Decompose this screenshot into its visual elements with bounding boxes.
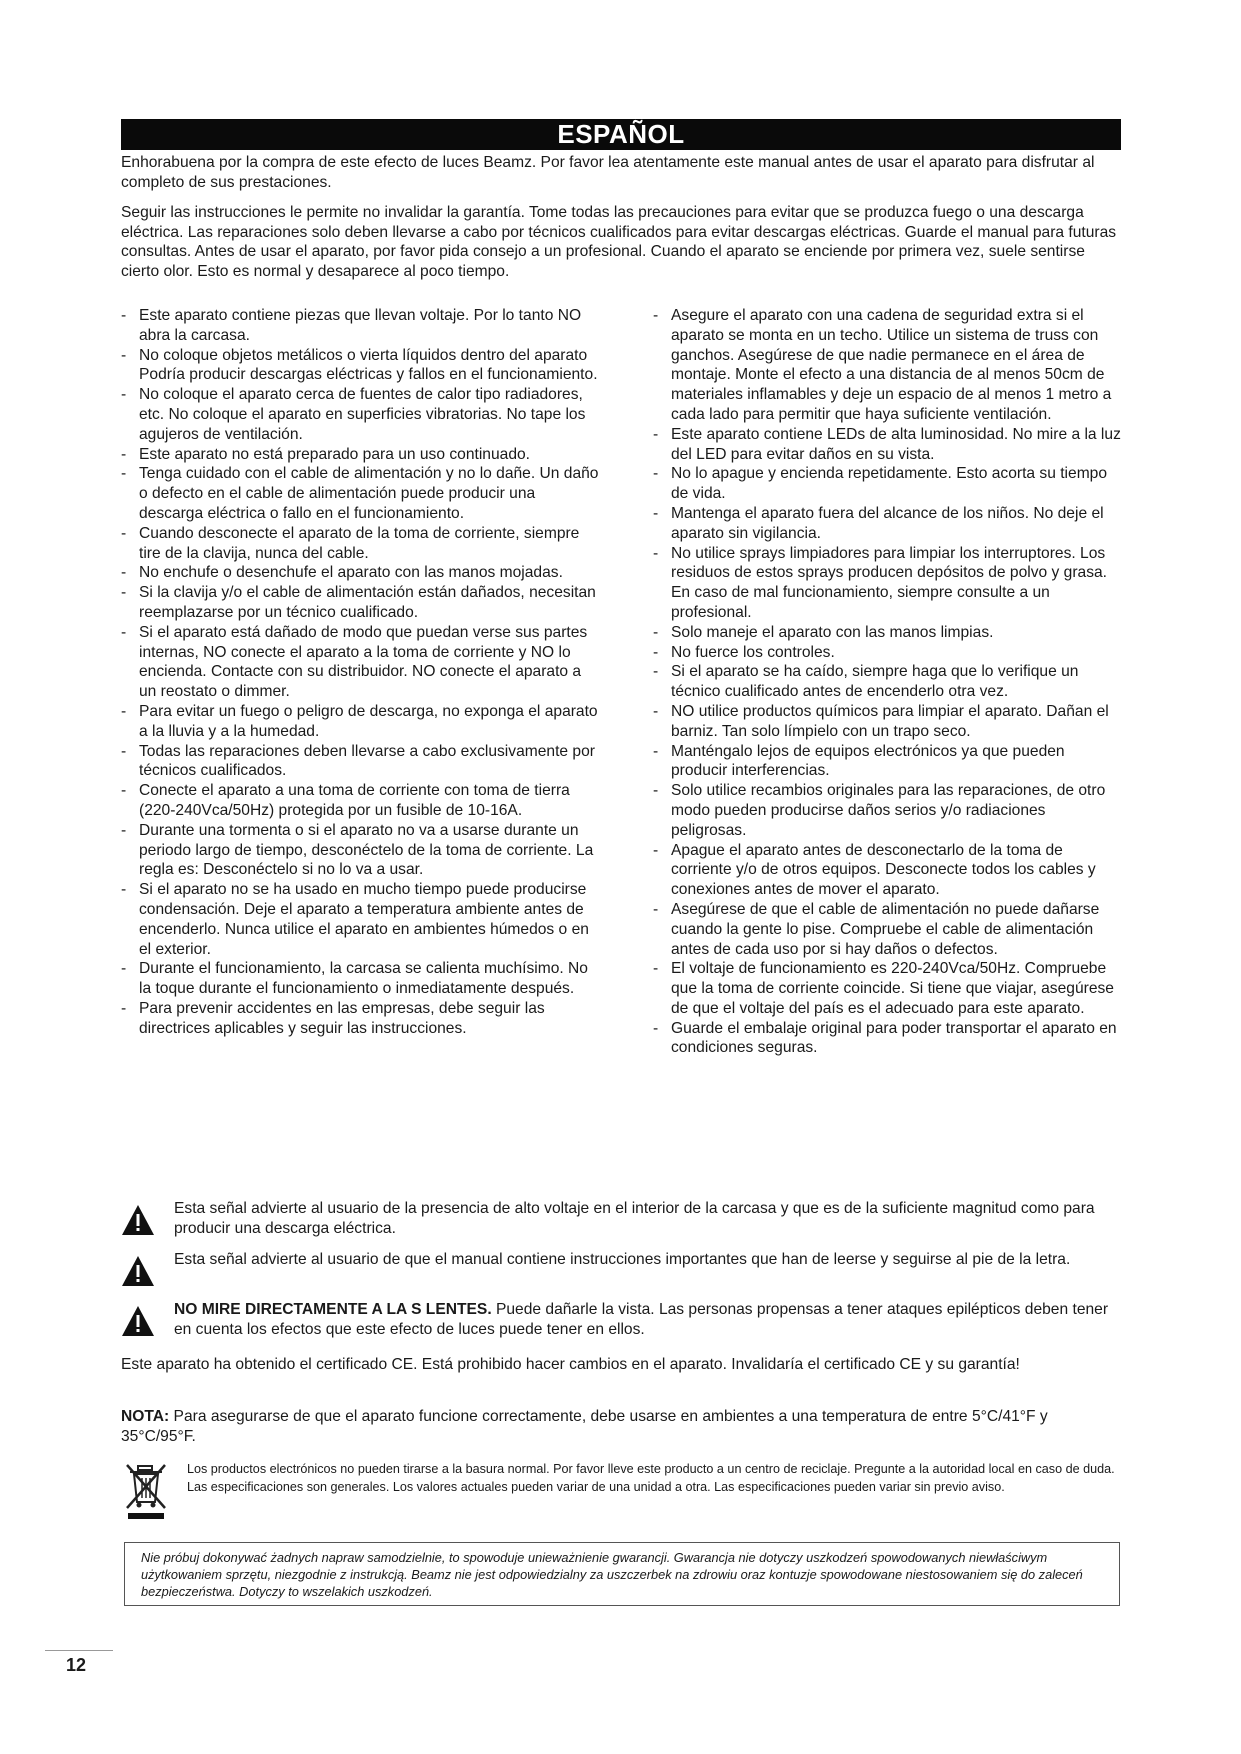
list-item: - Todas las reparaciones deben llevarse a cabo exclusivamente por técnicos cualificados. bbox=[121, 742, 601, 782]
list-item: - No utilice sprays limpiadores para limpiar los interruptores. Los residuos de estos sprays producen depósitos de polvo y grasa. En caso de mal funcionamiento, siempre consulte a un profesional. bbox=[653, 544, 1123, 623]
list-item: - Si el aparato se ha caído, siempre haga que lo verifique un técnico cualificado antes de encenderlo otra vez. bbox=[653, 662, 1123, 702]
list-item: - Asegúrese de que el cable de alimentación no puede dañarse cuando la gente lo pise. Compruebe el cable de alimentación antes de cada uso por si hay daños o defectos. bbox=[653, 900, 1123, 959]
list-item: - NO utilice productos químicos para limpiar el aparato. Dañan el barniz. Tan solo límpielo con un trapo seco. bbox=[653, 702, 1123, 742]
safety-list-right bbox=[653, 306, 1123, 1058]
weee-crossed-bin-icon bbox=[124, 1462, 168, 1520]
list-item: - No fuerce los controles. bbox=[653, 643, 1123, 663]
list-item: - No enchufe o desenchufe el aparato con las manos mojadas. bbox=[121, 563, 601, 583]
list-item: - Cuando desconecte el aparato de la toma de corriente, siempre tire de la clavija, nunca del cable. bbox=[121, 524, 601, 564]
list-item: - Tenga cuidado con el cable de alimentación y no lo dañe. Un daño o defecto en el cable de alimentación puede producir una descarga eléctrica o fallo en el funcionamiento. bbox=[121, 464, 601, 523]
list-item: - Asegure el aparato con una cadena de seguridad extra si el aparato se monta en un techo. Utilice un sistema de truss con ganchos. Asegúrese de que nadie permanece en el área de montaje. Monte el efecto a una distancia de al menos 50cm de materiales inflamables y deje un espacio de al menos 1 metro a cada lado para permitir que haya suficiente ventilación. bbox=[653, 306, 1123, 425]
list-item: - Si la clavija y/o el cable de alimentación están dañados, necesitan reemplazarse por un técnico cualificado. bbox=[121, 583, 601, 623]
list-item: - Guarde el embalaje original para poder transportar el aparato en condiciones seguras. bbox=[653, 1019, 1123, 1059]
list-item: - Solo utilice recambios originales para las reparaciones, de otro modo pueden producirse daños serios y/o radiaciones peligrosas. bbox=[653, 781, 1123, 840]
list-item: - Conecte el aparato a una toma de corriente con toma de tierra (220-240Vca/50Hz) protegida por un fusible de 10-16A. bbox=[121, 781, 601, 821]
intro-paragraph: Enhorabuena por la compra de este efecto de luces Beamz. Por favor lea atentamente este manual antes de usar el aparato para disfrutar al completo de sus prestaciones. bbox=[121, 154, 1095, 191]
temperature-note bbox=[121, 1407, 1121, 1447]
list-item: - El voltaje de funcionamiento es 220-240Vca/50Hz. Compruebe que la toma de corriente coincide. Si tiene que viajar, asegúrese de que el voltaje del país es el adecuado para este aparato. bbox=[653, 959, 1123, 1018]
voltage-warning-text: Esta señal advierte al usuario de la presencia de alto voltaje en el interior de la carcasa y que es de la suficiente magnitud como para producir una descarga eléctrica. bbox=[174, 1200, 1095, 1237]
list-item: - Durante el funcionamiento, la carcasa se calienta muchísimo. No la toque durante el funcionamiento o inmediatamente después. bbox=[121, 959, 601, 999]
warning-triangle-icon bbox=[121, 1203, 155, 1237]
list-item: - Este aparato contiene LEDs de alta luminosidad. No mire a la luz del LED para evitar daños en su vista. bbox=[653, 425, 1123, 465]
list-item: - Si el aparato está dañado de modo que puedan verse sus partes internas, NO conecte el aparato a la toma de corriente y NO lo encienda. Contacte con su distribuidor. NO conecte el aparato a un reostato o dimmer. bbox=[121, 623, 601, 702]
list-item: - Apague el aparato antes de desconectarlo de la toma de corriente y/o de otros equipos. Desconecte todos los cables y conexiones antes de mover el aparato. bbox=[653, 841, 1123, 900]
warning-triangle-icon bbox=[121, 1254, 155, 1288]
list-item: - Para prevenir accidentes en las empresas, debe seguir las directrices aplicables y seguir las instrucciones. bbox=[121, 999, 601, 1039]
warning-triangle-icon bbox=[121, 1304, 155, 1338]
lens-warning-body: Puede dañarle la vista. Las personas propensas a tener ataques epilépticos deben tener en cuenta los efectos que este efecto de luces puede tener en ellos. bbox=[174, 1301, 1109, 1338]
list-item: - Este aparato contiene piezas que llevan voltaje. Por lo tanto NO abra la carcasa. bbox=[121, 306, 601, 346]
note-label: NOTA: bbox=[121, 1408, 170, 1425]
list-item: - No coloque objetos metálicos o vierta líquidos dentro del aparato Podría producir descargas eléctricas y fallos en el funcionamiento. bbox=[121, 346, 601, 386]
lens-warning-bold: NO MIRE DIRECTAMENTE A LA S LENTES. bbox=[174, 1301, 492, 1318]
list-item: - No lo apague y encienda repetidamente. Esto acorta su tiempo de vida. bbox=[653, 464, 1123, 504]
safety-list-left bbox=[121, 306, 601, 1038]
list-item: - Si el aparato no se ha usado en mucho tiempo puede producirse condensación. Deje el aparato a temperatura ambiente antes de encenderlo. Nunca utilice el aparato en ambientes húmedos o en el exterior. bbox=[121, 880, 601, 959]
list-item: - Este aparato no está preparado para un uso continuado. bbox=[121, 445, 601, 465]
manual-warning-text: Esta señal advierte al usuario de que el manual contiene instrucciones importantes que han de leerse y seguirse al pie de la letra. bbox=[174, 1251, 1071, 1268]
page-number: 12 bbox=[66, 1655, 87, 1675]
polish-warranty-box: Nie próbuj dokonywać żadnych napraw samodzielnie, to spowoduje unieważnienie gwarancji. Gwarancja nie dotyczy uszkodzeń spowodowanych niewłaściwym użytkowaniem sprzętu, niezgodnie z instrukcją. Beamz nie jest odpowiedzialny za uszczerbek na zdrowiu oraz kontuzje spowodowane niestosowaniem się do zaleceń bezpieczeństwa. Dotyczy to wszelakich uszkodzeń. bbox=[124, 1542, 1120, 1606]
list-item: - Solo maneje el aparato con las manos limpias. bbox=[653, 623, 1123, 643]
footer-rule bbox=[45, 1650, 113, 1651]
list-item: - Para evitar un fuego o peligro de descarga, no exponga el aparato a la lluvia y a la humedad. bbox=[121, 702, 601, 742]
warranty-paragraph: Seguir las instrucciones le permite no invalidar la garantía. Tome todas las precauciones para evitar que se produzca fuego o una descarga eléctrica. Las reparaciones solo deben llevarse a cabo por técnicos cualificados para evitar descargas eléctricas. Guarde el manual para futuras consultas. Antes de usar el aparato, por favor pida consejo a un profesional. Cuando el aparato se enciende por primera vez, suele sentirse cierto olor. Esto es normal y desaparece al poco tiempo. bbox=[121, 204, 1117, 280]
list-item: - No coloque el aparato cerca de fuentes de calor tipo radiadores, etc. No coloque el aparato en superficies vibratorias. No tape los agujeros de ventilación. bbox=[121, 385, 601, 444]
section-title: ESPAÑOL bbox=[121, 119, 1121, 150]
recycling-notice: Los productos electrónicos no pueden tirarse a la basura normal. Por favor lleve este producto a un centro de reciclaje. Pregunte a la autoridad local en caso de duda. Las especificaciones son generales. Los valores actuales pueden variar de una unidad a otra. Las especificaciones pueden variar sin previo aviso. bbox=[187, 1462, 1115, 1494]
list-item: - Durante una tormenta o si el aparato no va a usarse durante un periodo largo de tiempo, desconéctelo de la toma de corriente. La regla es: Desconéctelo si no lo va a usar. bbox=[121, 821, 601, 880]
note-text: Para asegurarse de que el aparato funcione correctamente, debe usarse en ambientes a una temperatura de entre 5°C/41°F y 35°C/95°F. bbox=[121, 1408, 1048, 1445]
lens-warning-text bbox=[174, 1300, 1121, 1340]
ce-notice: Este aparato ha obtenido el certificado CE. Está prohibido hacer cambios en el aparato. Invalidaría el certificado CE y su garantía! bbox=[121, 1356, 1020, 1373]
list-item: - Mantenga el aparato fuera del alcance de los niños. No deje el aparato sin vigilancia. bbox=[653, 504, 1123, 544]
list-item: - Manténgalo lejos de equipos electrónicos ya que pueden producir interferencias. bbox=[653, 742, 1123, 782]
